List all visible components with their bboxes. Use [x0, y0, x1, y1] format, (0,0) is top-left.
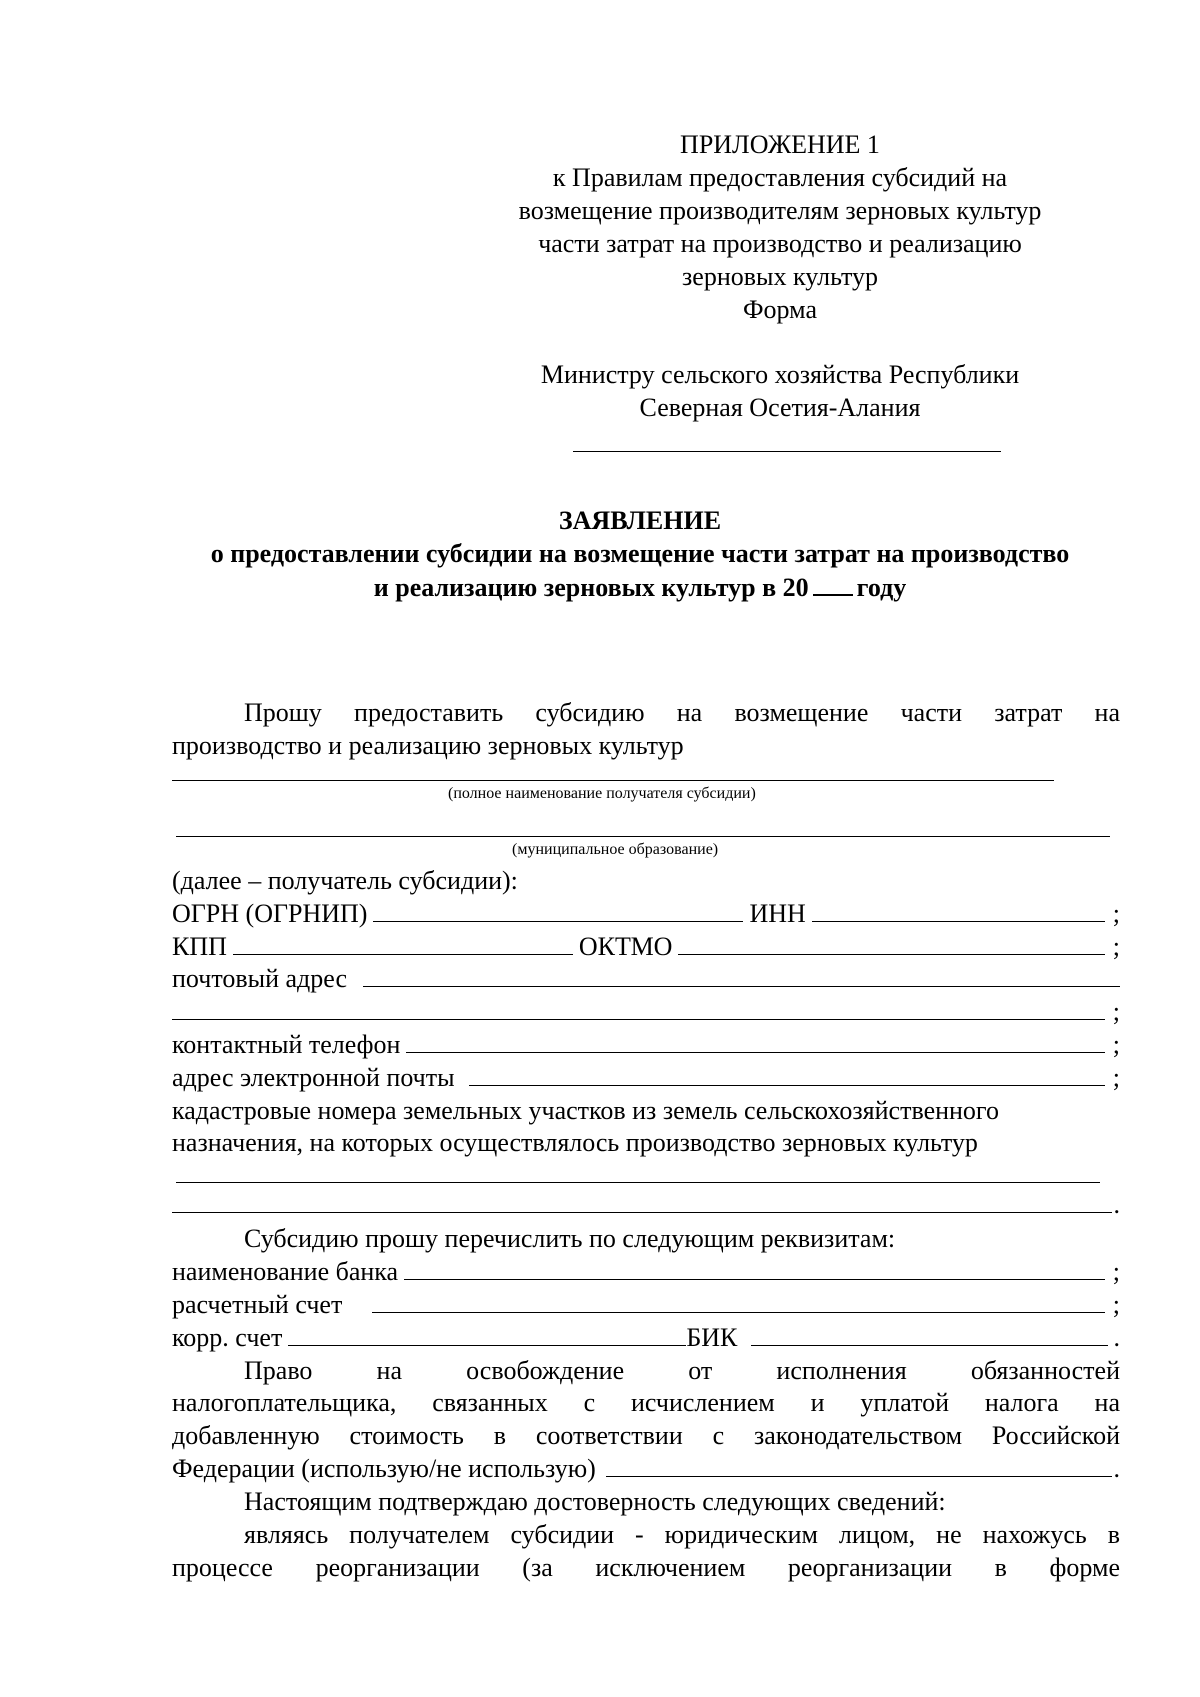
kpp-oktmo-row: КПП ОКТМО ;	[172, 932, 1120, 961]
vat-choice-field[interactable]	[606, 1452, 1112, 1477]
account-field[interactable]	[372, 1288, 1104, 1313]
email-label: адрес электронной почты	[172, 1063, 455, 1092]
title-line-3: и реализацию зерновых культур в 20 году	[160, 570, 1120, 604]
addressee-line-2: Северная Осетия-Алания	[639, 393, 921, 422]
email-row: адрес электронной почты ;	[172, 1063, 1120, 1092]
hereinafter-text: (далее – получатель субсидии):	[172, 866, 518, 895]
bank-name-row: наименование банка ;	[172, 1257, 1120, 1286]
year-field[interactable]	[813, 570, 853, 596]
kpp-label: КПП	[172, 932, 227, 961]
vat-line-1: Право на освобождение от исполнения обязанностей	[244, 1356, 1120, 1385]
phone-row: контактный телефон ;	[172, 1030, 1120, 1059]
appendix-line: к Правилам предоставления субсидий на	[552, 163, 1008, 192]
vat-line-3: добавленную стоимость в соответствии с законодательством Российской	[172, 1421, 1120, 1450]
cadastral-line-1: кадастровые номера земельных участков из земель сельскохозяйственного	[172, 1096, 999, 1125]
ogrn-field[interactable]	[373, 897, 743, 922]
corr-account-field[interactable]	[288, 1321, 686, 1346]
confirm-text: Настоящим подтверждаю достоверность следующих сведений:	[244, 1487, 946, 1516]
account-label: расчетный счет	[172, 1290, 343, 1319]
cadastral-field[interactable]	[176, 1182, 1100, 1183]
bank-intro: Субсидию прошу перечислить по следующим реквизитам:	[244, 1224, 896, 1253]
bank-name-field[interactable]	[404, 1255, 1105, 1280]
title-heading: ЗАЯВЛЕНИЕ	[558, 506, 722, 535]
cadastral-line-2: назначения, на которых осуществлялось производство зерновых культур	[172, 1128, 978, 1157]
municipality-field[interactable]	[176, 836, 1110, 837]
title-line-2: о предоставлении субсидии на возмещение части затрат на производство	[210, 539, 1070, 568]
caption-municipality: (муниципальное образование)	[512, 841, 719, 858]
postal-address-field[interactable]	[363, 962, 1120, 987]
appendix-header	[455, 128, 1105, 326]
addressee-line-1: Министру сельского хозяйства Республики	[540, 360, 1020, 389]
caption-recipient-name: (полное наименование получателя субсидии)	[448, 785, 756, 802]
appendix-line: части затрат на производство и реализацию	[538, 229, 1022, 258]
oktmo-label: ОКТМО	[578, 932, 673, 961]
appendix-line: зерновых культур	[682, 262, 878, 291]
bik-label: БИК	[686, 1323, 738, 1352]
vat-line-4: Федерации (использую/не использую) .	[172, 1454, 1120, 1483]
postal-address-field-2[interactable]	[172, 995, 1105, 1020]
corr-label: корр. счет	[172, 1323, 283, 1352]
document-title	[160, 504, 1120, 604]
account-row: расчетный счет ;	[172, 1290, 1120, 1319]
bank-name-label: наименование банка	[172, 1257, 399, 1286]
email-field[interactable]	[469, 1061, 1105, 1086]
phone-field[interactable]	[406, 1028, 1104, 1053]
request-line-1: Прошу предоставить субсидию на возмещение части затрат на	[244, 698, 1120, 727]
legal-line-1: являясь получателем субсидии - юридическим лицом, не нахожусь в	[244, 1520, 1120, 1549]
phone-label: контактный телефон	[172, 1030, 401, 1059]
recipient-name-field[interactable]	[172, 780, 1054, 781]
legal-line-2: процессе реорганизации (за исключением реорганизации в форме	[172, 1553, 1120, 1582]
cadastral-field-2[interactable]	[172, 1188, 1112, 1213]
applicant-signature-line[interactable]	[573, 451, 1001, 452]
request-line-2: производство и реализацию зерновых культур	[172, 731, 684, 760]
vat-line-2: налогоплательщика, связанных с исчислением и уплатой налога на	[172, 1388, 1120, 1417]
ogrn-label: ОГРН (ОГРНИП)	[172, 899, 368, 928]
bik-field[interactable]	[751, 1321, 1107, 1346]
postal-address-row-2: ;	[172, 995, 1120, 1028]
postal-label: почтовый адрес	[172, 964, 347, 993]
oktmo-field[interactable]	[678, 930, 1104, 955]
inn-label: ИНН	[749, 899, 806, 928]
addressee-block	[455, 358, 1105, 424]
ogrn-inn-row: ОГРН (ОГРНИП) ИНН ;	[172, 899, 1120, 928]
appendix-title: ПРИЛОЖЕНИЕ 1	[680, 130, 880, 159]
cadastral-row-2: .	[172, 1188, 1120, 1221]
kpp-field[interactable]	[233, 930, 573, 955]
appendix-line: возмещение производителям зерновых культур	[518, 196, 1042, 225]
corr-bik-row: корр. счет БИК .	[172, 1323, 1120, 1352]
inn-field[interactable]	[812, 897, 1105, 922]
form-label: Форма	[743, 295, 817, 324]
postal-address-row	[172, 962, 1120, 995]
